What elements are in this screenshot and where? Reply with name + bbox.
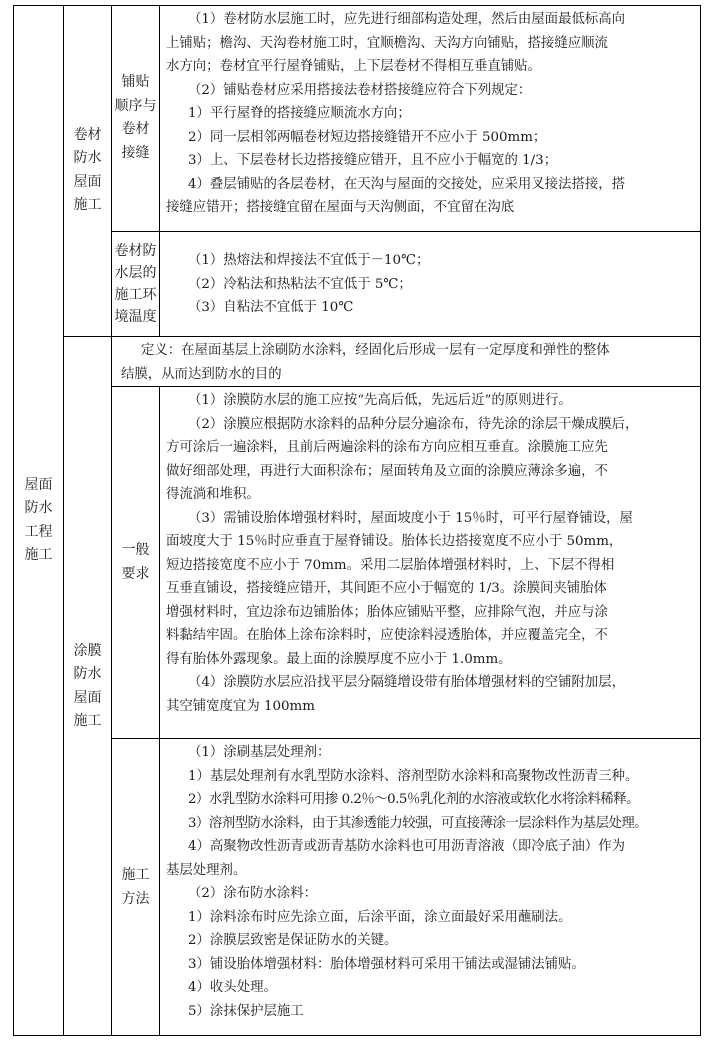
paragraph-line: 1）基层处理剂有水乳型防水涂料、溶剂型防水涂料和高聚物改性沥青三种。: [188, 768, 639, 784]
row-divider: [111, 386, 701, 387]
column-divider: [159, 386, 160, 1036]
row-divider: [111, 738, 701, 739]
paragraph-line: （2）铺贴卷材应采用搭接法卷材搭接缝应符合下列规定：: [188, 82, 532, 98]
paragraph-line: 增强材料时，宜边涂布边铺胎体；胎体应铺贴平整，应排除气泡，并应与涂: [166, 604, 608, 620]
paragraph-line: 基层处理剂。: [166, 862, 247, 878]
roof-waterproofing-label: 屋面 防水 工程 施工: [24, 476, 53, 563]
construction-method-content: [166, 741, 698, 1023]
paragraph-line: 2）水乳型防水涂料可用掺 0.2％～0.5％乳化剂的水溶液或软化水将涂料稀释。: [188, 792, 639, 807]
paragraph-line: 4）高聚物改性沥青或沥青基防水涂料也可用沥青溶液（即冷底子油）作为: [188, 839, 626, 854]
paragraph-line: 其空铺宽度宜为 100mm: [166, 698, 315, 714]
paragraph-line: 得有胎体外露现象。最上面的涂膜厚度不应小于 1.0mm。: [166, 651, 512, 667]
row-divider: [111, 231, 701, 232]
env-temperature-content: [166, 249, 698, 320]
paragraph-line: 4）叠层铺贴的各层卷材，在天沟与屋面的交接处，应采用叉接法搭接，搭: [188, 176, 626, 192]
general-requirements-content: [166, 389, 698, 718]
paragraph-line: （1）涂刷基层处理剂：: [188, 745, 331, 760]
construction-method-label: 施工 方法: [121, 867, 150, 907]
paragraph-line: 1）平行屋脊的搭接缝应顺流水方向；: [188, 106, 411, 121]
row-divider: [63, 336, 701, 337]
paragraph-line: 1）涂料涂布时应先涂立面，后涂平面，涂立面最好采用蘸刷法。: [188, 909, 572, 925]
paragraph-line: （2）冷粘法和热粘法不宜低于 5℃；: [188, 276, 412, 292]
paragraph-line: 上铺贴；檐沟、天沟卷材施工时，宜顺檐沟、天沟方向铺贴，搭接缝应顺流: [166, 35, 608, 51]
paragraph-line: 定义：在屋面基层上涂刷防水涂料，经固化后形成一层有一定厚度和弹性的整体: [141, 343, 610, 358]
coating-membrane-label: 涂膜 防水 屋面 施工: [73, 642, 102, 729]
column-divider: [159, 5, 160, 336]
paragraph-line: 4）收头处理。: [188, 980, 277, 995]
paragraph-line: （4）涂膜防水层应沿找平层分隔缝增设带有胎体增强材料的空铺附加层，: [188, 675, 626, 690]
laying-order-label: 铺贴 顺序与 卷材 接缝: [114, 74, 157, 161]
paragraph-line: 3）溶剂型防水涂料，由于其渗透能力较强，可直接薄涂一层涂料作为基层处理。: [188, 815, 648, 831]
paragraph-line: 3）上、下层卷材长边搭接缝应错开，且不应小于幅宽的 1/3；: [188, 153, 558, 168]
paragraph-line: 做好细部处理，再进行大面积涂布；屋面转角及立面的涂膜应薄涂多遍，不: [166, 463, 608, 479]
paragraph-line: 2）涂膜层致密是保证防水的关键。: [188, 933, 398, 948]
paragraph-line: 料黏结牢固。在胎体上涂布涂料时，应使涂料浸透胎体，并应覆盖完全，不: [166, 628, 608, 643]
paragraph-line: 短边搭接宽度不应小于 70mm。采用二层胎体增强材料时，上、下层不得相: [166, 557, 615, 573]
laying-order-content: [166, 8, 698, 220]
paragraph-line: 5）涂抹保护层施工: [188, 1003, 304, 1019]
paragraph-line: 方可涂后一遍涂料，且前后两遍涂料的涂布方向应相互垂直。涂膜施工应先: [166, 440, 608, 455]
paragraph-line: 结膜，从而达到防水的目的: [121, 366, 282, 382]
paragraph-line: 水方向；卷材宜平行屋脊铺贴，上下层卷材不得相互垂直铺贴。: [166, 59, 541, 74]
paragraph-line: 2）同一层相邻两幅卷材短边搭接缝错开不应小于 500mm；: [188, 129, 547, 145]
general-requirements-label: 一般 要求: [121, 542, 150, 582]
paragraph-line: （3）自粘法不宜低于 10℃: [188, 300, 354, 315]
specification-table: [13, 5, 701, 1036]
paragraph-line: （1）热熔法和焊接法不宜低于－10℃；: [188, 253, 430, 268]
paragraph-line: 互垂直铺设，搭接缝应错开，其间距不应小于幅宽的 1/3。涂膜间夹铺胎体: [166, 581, 607, 596]
paragraph-line: （2）涂布防水涂料：: [188, 886, 318, 901]
paragraph-line: 得流淌和堆积。: [166, 487, 260, 502]
paragraph-line: （1）涂膜防水层的施工应按“先高后低，先远后近”的原则进行。: [188, 393, 572, 408]
paragraph-line: 接缝应错开；搭接缝宜留在屋面与天沟侧面，不宜留在沟底: [166, 200, 515, 215]
paragraph-line: 3）铺设胎体增强材料：胎体增强材料可采用干铺法或湿铺法铺贴。: [188, 956, 585, 972]
paragraph-line: 面坡度大于 15％时应垂直于屋脊铺设。胎体长边搭接宽度不应小于 50mm，: [166, 534, 623, 549]
coating-definition-content: [121, 339, 698, 386]
paragraph-line: （2）涂膜应根据防水涂料的品种分层分遍涂布，待先涂的涂层干燥成膜后，: [188, 416, 639, 432]
paragraph-line: （3）需铺设胎体增强材料时，屋面坡度小于 15％时，可平行屋脊铺设，屋: [188, 510, 633, 526]
env-temperature-label: 卷材防 水层的 施工环 境温度: [114, 243, 157, 325]
sheet-membrane-label: 卷材 防水 屋面 施工: [73, 126, 102, 213]
paragraph-line: （1）卷材防水层施工时，应先进行细部构造处理，然后由屋面最低标高向: [188, 12, 626, 27]
